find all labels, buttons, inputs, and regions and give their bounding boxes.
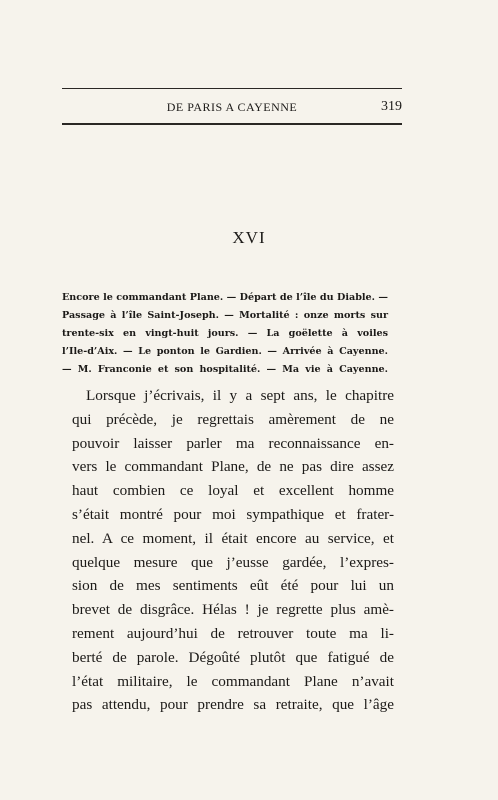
text-line: pas attendu, pour prendre sa retraite, que l’âge: [72, 696, 394, 714]
summary-line: — M. Franconie et son hospitalité. — Ma vie à Cayenne.: [62, 364, 388, 375]
text-line: l’état militaire, le commandant Plane n’avait: [72, 672, 394, 690]
chapter-summary: [62, 289, 388, 379]
text-line: pouvoir laisser parler ma reconnaissance en-: [72, 434, 394, 452]
header-rule-top: [62, 88, 402, 89]
summary-line: l’Ile-d’Aix. — Le ponton le Gardien. — Arrivée à Cayenne.: [62, 346, 388, 357]
body-text: [72, 384, 394, 717]
chapter-number: XVI: [232, 228, 266, 247]
text-line: sion de mes sentiments eût été pour lui un: [72, 577, 394, 595]
summary-line: Passage à l’île Saint-Joseph. — Mortalité : onze morts sur: [62, 310, 388, 321]
text-line: vers le commandant Plane, de ne pas dire assez: [72, 458, 394, 476]
text-line: berté de parole. Dégoûté plutôt que fatigué de: [72, 648, 394, 666]
text-line: s’était montré pour moi sympathique et frater-: [72, 505, 394, 523]
text-line: brevet de disgrâce. Hélas ! je regrette plus amè-: [72, 601, 394, 619]
text-line: Lorsque j’écrivais, il y a sept ans, le chapitre: [86, 387, 394, 404]
text-line: nel. A ce moment, il était encore au service, et: [72, 529, 394, 547]
running-title: DE PARIS A CAYENNE: [166, 100, 298, 114]
text-line: rement aujourd’hui de retrouver toute ma li-: [72, 624, 394, 642]
summary-line: Encore le commandant Plane. — Départ de l’île du Diable. —: [62, 292, 388, 303]
summary-line: trente-six en vingt-huit jours. — La goëlette à voiles: [62, 328, 388, 339]
text-line: qui précède, je regrettais amèrement de ne: [72, 410, 394, 428]
text-line: haut combien ce loyal et excellent homme: [72, 482, 394, 500]
header-rule-bottom: [62, 123, 402, 125]
text-line: quelque mesure que j’eusse gardée, l’expres-: [72, 553, 394, 571]
page-number: 319: [381, 99, 402, 114]
running-head: [62, 96, 402, 118]
